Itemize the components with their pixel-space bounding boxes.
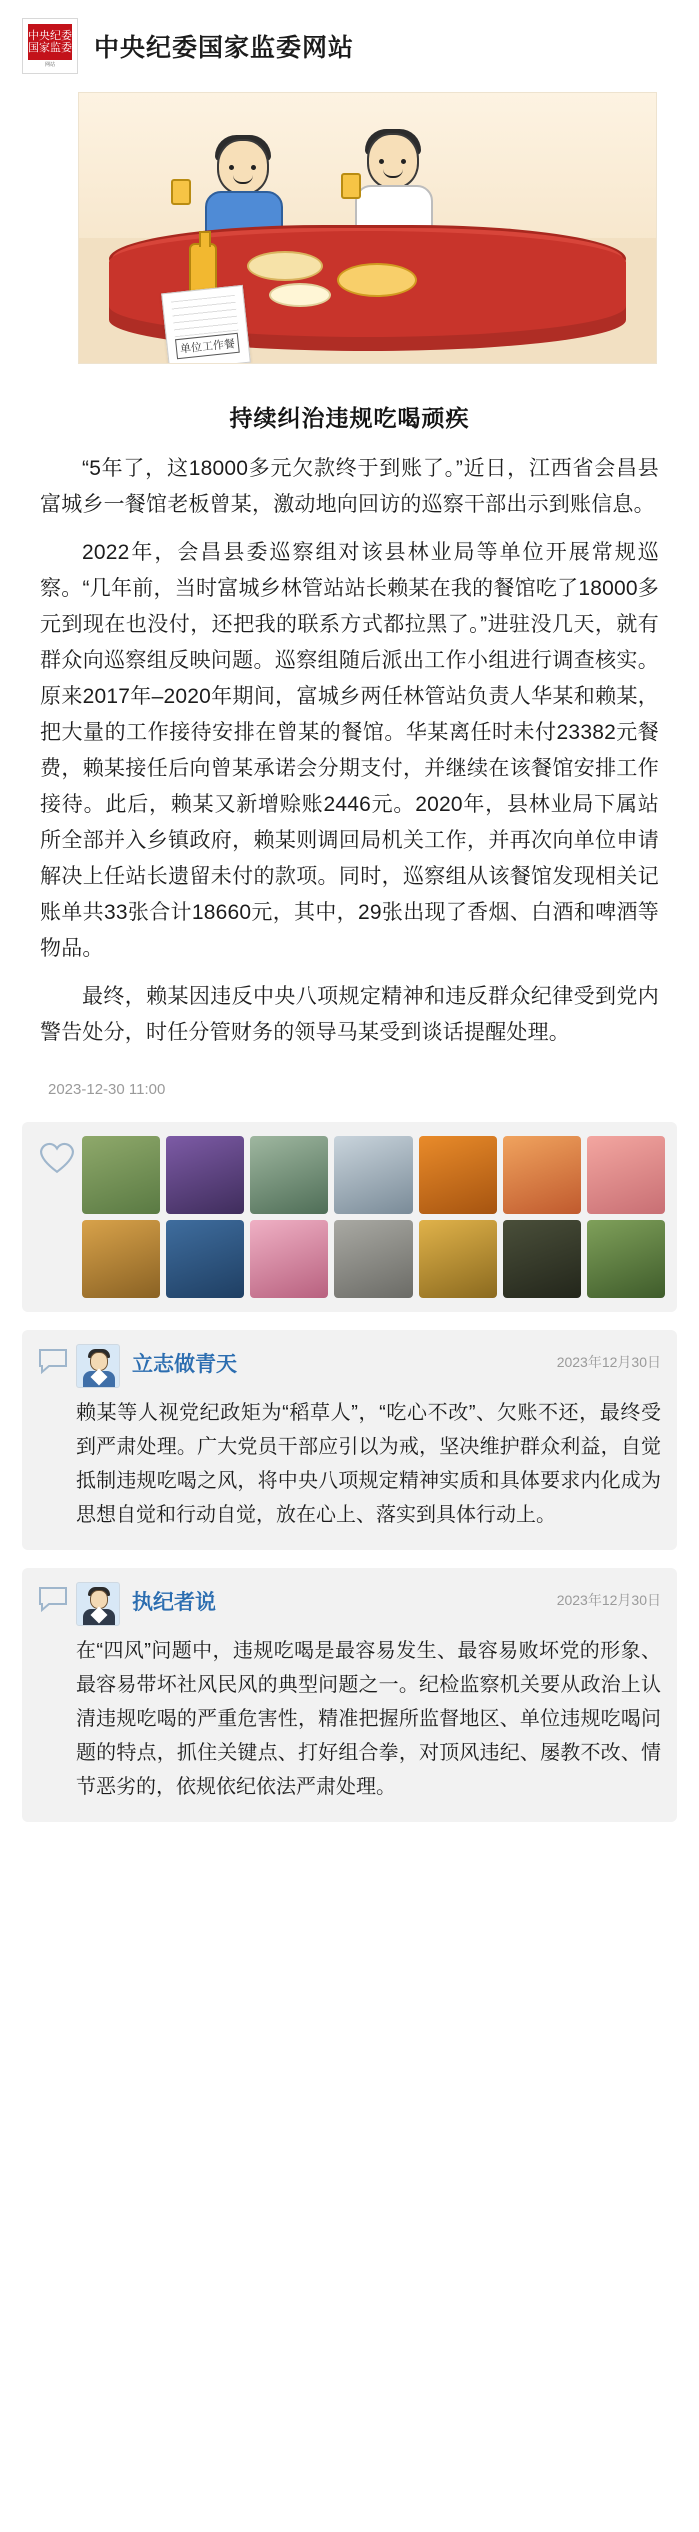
- article-paragraph: 最终，赖某因违反中央八项规定精神和违反群众纪律受到党内警告处分，时任分管财务的领导马某受到谈话提醒处理。: [40, 985, 659, 1044]
- drink-glass-icon: [171, 179, 191, 205]
- article-paragraph: “5年了，这18000多元欠款终于到账了。”近日，江西省会昌县富城乡一餐馆老板曾某，激动地向回访的巡察干部出示到账信息。: [40, 457, 659, 516]
- article-paragraph: 2022年，会昌县委巡察组对该县林业局等单位开展常规巡察。“几年前，当时富城乡林管站站长赖某在我的餐馆吃了18000多元到现在也没付，还把我的联系方式都拉黑了。”进驻没几天，就有群众向巡察组反映问题。巡察组随后派出工作小组进行调查核实。原来2017年–2020年期间，富城乡两任林管站负责人华某和赖某，把大量的工作接待安排在曾某的餐馆。华某离任时未付23382元餐费，赖某接任后向曾某承诺会分期支付，并继续在该餐馆安排工作接待。此后，赖某又新增赊账2446元。2020年，县林业局下属站所全部并入乡镇政府，赖某则调回局机关工作，并再次向单位申请解决上任站长遗留未付的款项。同时，巡察组从该餐馆发现相关记账单共33张合计18660元，其中，29张出现了香烟、白酒和啤酒等物品。: [40, 541, 659, 960]
- comment-author-name[interactable]: 立志做青天: [132, 1353, 237, 1377]
- person-head: [217, 139, 269, 195]
- person-eye-right: [401, 159, 406, 164]
- comment-header: [76, 1582, 661, 1626]
- comment-body: [76, 1582, 661, 1804]
- article-illustration-wrap: [0, 88, 699, 364]
- person-eye-left: [229, 165, 234, 170]
- person-eye-left: [379, 159, 384, 164]
- comment-item: [22, 1330, 677, 1550]
- comment-bubble-icon: [38, 1586, 68, 1612]
- thumb-gray-rock[interactable]: [334, 1220, 412, 1298]
- comment-author-name[interactable]: 执纪者说: [132, 1591, 216, 1615]
- logo-seal-icon: [28, 24, 72, 60]
- site-title: 中央纪委国家监委网站: [94, 34, 355, 62]
- receipt-icon: [161, 285, 251, 364]
- food-dish-icon: [247, 251, 323, 281]
- article-body: [0, 364, 699, 1051]
- thumb-green-leaf[interactable]: [587, 1220, 665, 1298]
- article-title: 持续纠治违规吃喝顽疾: [229, 405, 470, 431]
- thumb-orange-flower[interactable]: [419, 1136, 497, 1214]
- comment-date: 2023年12月30日: [556, 1354, 661, 1371]
- article-illustration: [78, 92, 657, 364]
- site-logo: [22, 18, 78, 74]
- thumb-lotus[interactable]: [250, 1220, 328, 1298]
- comment-bubble-icon: [38, 1348, 68, 1374]
- thumb-boats[interactable]: [166, 1220, 244, 1298]
- food-dish-icon: [337, 263, 417, 297]
- drink-glass-icon: [341, 173, 361, 199]
- comment-body: [76, 1344, 661, 1532]
- logo-seal-line2: 国家监委: [28, 42, 72, 54]
- thumb-forest[interactable]: [82, 1136, 160, 1214]
- thumb-lighthouse[interactable]: [334, 1136, 412, 1214]
- person-eye-right: [251, 165, 256, 170]
- receipt-label: 单位工作餐: [175, 333, 240, 359]
- comment-text: 赖某等人视党纪政矩为“稻草人”，“吃心不改”、欠账不还，最终受到严肃处理。广大党员干部应引以为戒，坚决维护群众利益，自觉抵制违规吃喝之风，将中央八项规定精神实质和具体要求内化成为思想自觉和行动自觉，放在心上、落实到具体行动上。: [76, 1402, 661, 1527]
- thumb-pink-sky[interactable]: [587, 1136, 665, 1214]
- site-header: [0, 0, 699, 88]
- like-and-thumbnails-panel: [22, 1122, 677, 1312]
- thumb-autumn-field[interactable]: [82, 1220, 160, 1298]
- heart-icon[interactable]: [40, 1142, 74, 1176]
- comment-header: [76, 1344, 661, 1388]
- thumb-butterfly[interactable]: [419, 1220, 497, 1298]
- article-timestamp: 2023-12-30 11:00: [48, 1081, 166, 1098]
- thumbnail-grid[interactable]: [82, 1136, 665, 1298]
- avatar: [76, 1582, 120, 1626]
- thumb-mountain-lake[interactable]: [250, 1136, 328, 1214]
- logo-seal-line1: 中央纪委: [28, 30, 72, 42]
- logo-sub-label: 网站: [44, 62, 55, 68]
- thumb-sunset-sea[interactable]: [503, 1136, 581, 1214]
- avatar: [76, 1344, 120, 1388]
- thumb-purple-flower[interactable]: [166, 1136, 244, 1214]
- comment-text: 在“四风”问题中，违规吃喝是最容易发生、最容易败坏党的形象、最容易带坏社风民风的典型问题之一。纪检监察机关要从政治上认清违规吃喝的严重危害性，精准把握所监督地区、单位违规吃喝问题的特点，抓住关键点、打好组合拳，对顶风违纪、屡教不改、情节恶劣的，依规依纪依法严肃处理。: [76, 1640, 661, 1799]
- comment-date: 2023年12月30日: [556, 1592, 661, 1609]
- food-dish-icon: [269, 283, 331, 307]
- receipt-lines: [171, 295, 238, 337]
- comment-item: [22, 1568, 677, 1822]
- person-head: [367, 133, 419, 189]
- thumb-dark-branch[interactable]: [503, 1220, 581, 1298]
